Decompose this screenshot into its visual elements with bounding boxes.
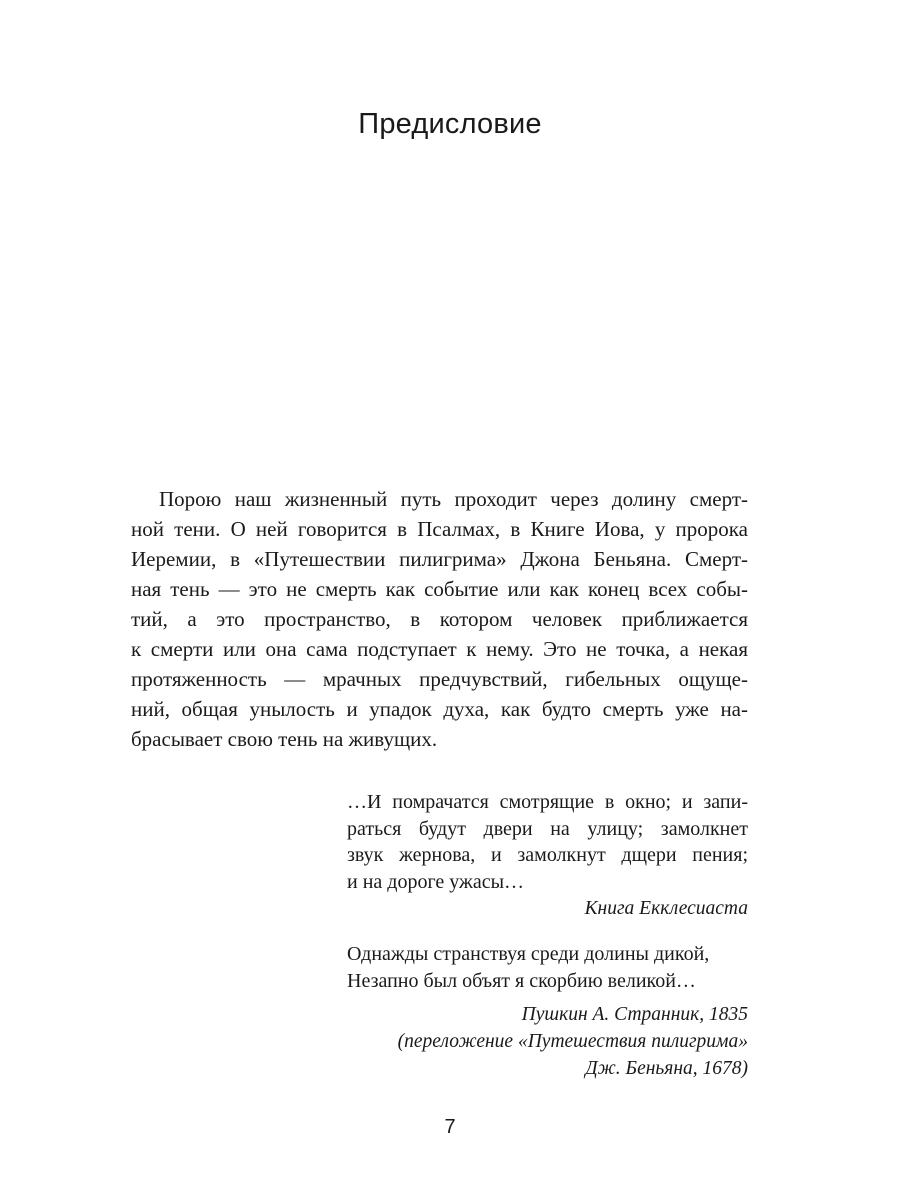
paragraph-line: ная тень — это не смерть как событие или как конец всех собы- bbox=[131, 577, 748, 601]
epigraph-line: раться будут двери на улицу; замолкнет bbox=[347, 817, 748, 840]
paragraph-line: брасывает свою тень на живущих. bbox=[131, 727, 438, 751]
paragraph-line: тий, а это пространство, в котором человек приближается bbox=[131, 607, 748, 631]
paragraph-line: ний, общая унылость и упадок духа, как будто смерть уже на- bbox=[131, 697, 748, 721]
epigraph-source-line: Дж. Беньяна, 1678) bbox=[585, 1058, 748, 1079]
paragraph-line: к смерти или она сама подступает к нему. Это не точка, а некая bbox=[131, 637, 748, 661]
page-number: 7 bbox=[444, 1116, 456, 1138]
epigraph-source-line: Пушкин А. Странник, 1835 bbox=[521, 1004, 748, 1025]
paragraph-line: Иеремии, в «Путешествии пилигрима» Джона Беньяна. Смерт- bbox=[131, 547, 748, 571]
paragraph-line: Порою наш жизненный путь проходит через долину смерт- bbox=[159, 487, 748, 511]
epigraph-source-line: (переложение «Путешествия пилигрима» bbox=[397, 1031, 748, 1052]
epigraph-line: Незапно был объят я скорбию великой… bbox=[347, 969, 696, 992]
epigraph-pushkin bbox=[347, 941, 748, 1082]
page-title: Предисловие bbox=[358, 108, 542, 140]
epigraph-line: звук жернова, и замолкнут дщери пения; bbox=[347, 844, 748, 866]
epigraph-source: Книга Екклесиаста bbox=[584, 898, 748, 919]
epigraph-line: Однажды странствуя среди долины дикой, bbox=[347, 943, 710, 965]
epigraph-line: …И помрачатся смотрящие в окно; и запи- bbox=[347, 791, 748, 813]
paragraph-line: протяженность — мрачных предчувствий, гибельных ощуще- bbox=[131, 667, 748, 691]
paragraph-line: ной тени. О ней говорится в Псалмах, в Книге Иова, у пророка bbox=[131, 517, 748, 541]
preface-paragraph bbox=[131, 484, 748, 754]
epigraph-ecclesiastes bbox=[347, 789, 748, 922]
epigraph-line: и на дороге ужасы… bbox=[347, 870, 525, 893]
